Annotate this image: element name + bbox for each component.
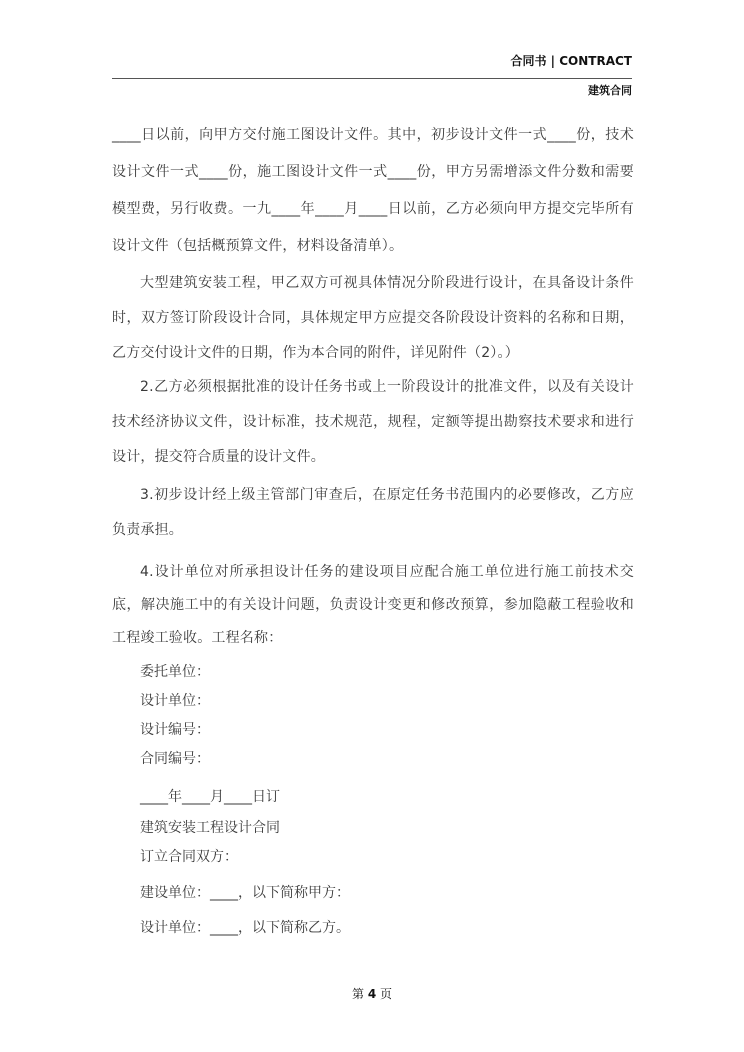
client-unit-line: 委托单位：: [140, 664, 210, 680]
page-prefix: 第: [351, 987, 364, 1001]
paragraph-2: [112, 266, 634, 371]
design-unit-line: 设计单位：: [140, 693, 210, 709]
page-footer: [0, 985, 744, 1002]
design-number-line: 设计编号：: [140, 722, 210, 738]
header-subtitle: 建筑合同: [588, 84, 632, 97]
page-suffix: 页: [380, 987, 393, 1001]
paragraph-4: [112, 478, 634, 548]
date-line: [112, 783, 634, 812]
contract-title: 建筑安装工程设计合同: [140, 820, 280, 836]
paragraph-5: [112, 556, 634, 655]
page-number: 4: [367, 987, 377, 1001]
parties-heading: 订立合同双方：: [140, 849, 238, 865]
paragraph-1-text: ____日以前，向甲方交付施工图设计文件。其中，初步设计文件一式____份，技术设计文件一式____份，施工图设计文件一式____份，甲方另需增添文件分数和需要模型费，另行收费。一九____年____月____日以前，乙方必须向甲方提交完毕所有设计文件（包括概预算文件，材料设备清单）。: [112, 127, 634, 254]
header-divider: [112, 78, 632, 79]
paragraph-5-text: 4.设计单位对所承担设计任务的建设项目应配合施工单位进行施工前技术交底，解决施工中的有关设计问题，负责设计变更和修改预算，参加隐蔽工程验收和工程竣工验收。工程名称：: [112, 564, 634, 646]
parties-block: [112, 876, 634, 946]
paragraph-3-text: 2.乙方必须根据批准的设计任务书或上一阶段设计的批准文件，以及有关设计技术经济协议文件，设计标准，技术规范，规程，定额等提出勘察技术要求和进行设计，提交符合质量的设计文件。: [112, 379, 634, 465]
signing-date: ____年____月____日订: [140, 789, 280, 805]
paragraph-3: [112, 370, 634, 475]
info-block: [112, 658, 634, 774]
party-a-line: 建设单位：____，以下简称甲方：: [140, 885, 350, 901]
header-title: 合同书 | CONTRACT: [510, 54, 632, 68]
contract-number-line: 合同编号：: [140, 751, 210, 767]
paragraph-1: [112, 117, 634, 265]
contract-title-block: [112, 814, 634, 872]
paragraph-4-text: 3.初步设计经上级主管部门审查后，在原定任务书范围内的必要修改，乙方应负责承担。: [112, 487, 634, 538]
party-b-line: 设计单位：____，以下简称乙方。: [140, 920, 350, 936]
paragraph-2-text: 大型建筑安装工程，甲乙双方可视具体情况分阶段进行设计，在具备设计条件时，双方签订阶段设计合同，具体规定甲方应提交各阶段设计资料的名称和日期，乙方交付设计文件的日期，作为本合同的附件，详见附件（2）。）: [112, 275, 634, 361]
